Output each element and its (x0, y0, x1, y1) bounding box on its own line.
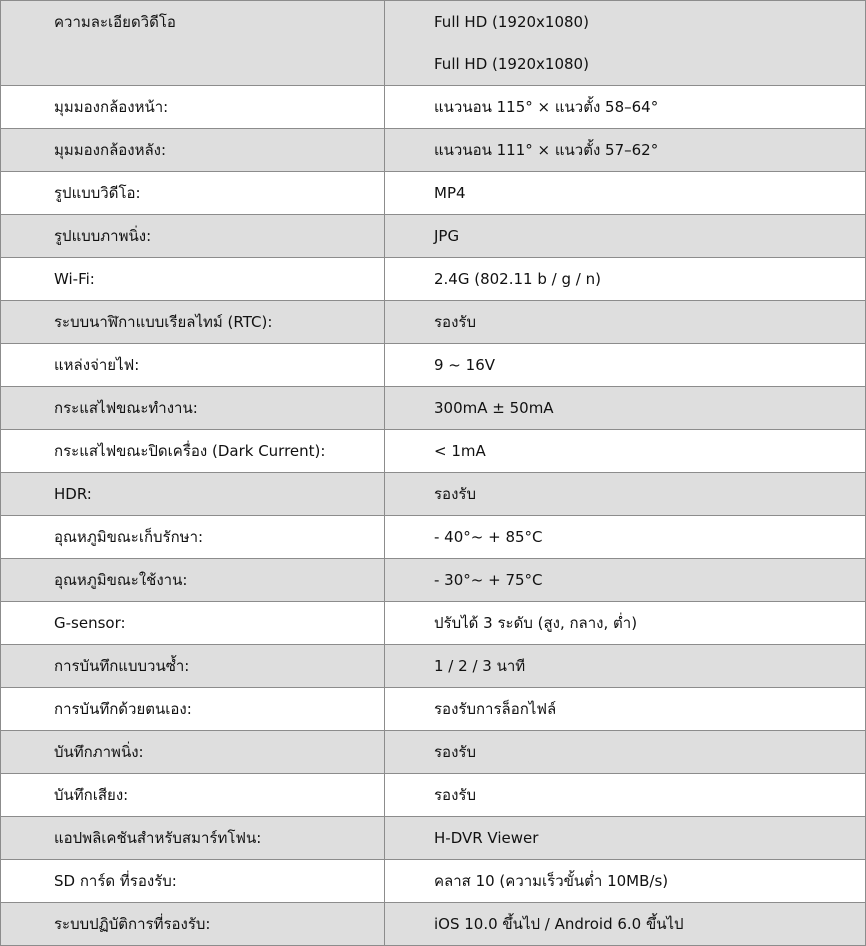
spec-value: แนวนอน 115° × แนวตั้ง 58–64° (434, 98, 659, 116)
spec-value-cell (385, 731, 866, 774)
table-row (1, 860, 866, 903)
spec-value-cell (385, 516, 866, 559)
spec-value-cell (385, 215, 866, 258)
table-row (1, 688, 866, 731)
spec-value: ปรับได้ 3 ระดับ (สูง, กลาง, ต่ำ) (434, 614, 638, 632)
spec-value-cell (385, 602, 866, 645)
spec-value: 9 ~ 16V (434, 356, 495, 374)
spec-value-cell (385, 903, 866, 946)
table-row (1, 129, 866, 172)
spec-value: iOS 10.0 ขึ้นไป / Android 6.0 ขึ้นไป (434, 915, 684, 933)
spec-value: < 1mA (434, 442, 486, 460)
spec-value-cell (385, 129, 866, 172)
spec-value-cell (385, 860, 866, 903)
table-row (1, 1, 866, 86)
spec-label: บันทึกภาพนิ่ง: (1, 731, 385, 774)
spec-label: การบันทึกด้วยตนเอง: (1, 688, 385, 731)
table-row (1, 387, 866, 430)
spec-value: JPG (434, 227, 460, 245)
table-row (1, 215, 866, 258)
spec-label: บันทึกเสียง: (1, 774, 385, 817)
table-row (1, 172, 866, 215)
spec-label: HDR: (1, 473, 385, 516)
spec-value-cell (385, 387, 866, 430)
spec-value-cell (385, 774, 866, 817)
table-row (1, 86, 866, 129)
spec-label: SD การ์ด ที่รองรับ: (1, 860, 385, 903)
spec-label: มุมมองกล้องหน้า: (1, 86, 385, 129)
spec-value-cell (385, 645, 866, 688)
spec-value: 1 / 2 / 3 นาที (434, 657, 526, 675)
spec-value-cell (385, 86, 866, 129)
spec-value: Full HD (1920x1080) (434, 13, 589, 31)
table-row (1, 516, 866, 559)
spec-label: รูปแบบวิดีโอ: (1, 172, 385, 215)
table-row (1, 430, 866, 473)
spec-value-cell (385, 817, 866, 860)
spec-value: - 40°~ + 85°C (434, 528, 543, 546)
spec-value-cell (385, 1, 866, 86)
spec-value: รองรับ (434, 743, 476, 761)
spec-value-cell (385, 172, 866, 215)
table-row (1, 473, 866, 516)
spec-value-cell (385, 430, 866, 473)
spec-label: กระแสไฟขณะปิดเครื่อง (Dark Current): (1, 430, 385, 473)
spec-value: 2.4G (802.11 b / g / n) (434, 270, 601, 288)
spec-value: แนวนอน 111° × แนวตั้ง 57–62° (434, 141, 659, 159)
spec-value: รองรับ (434, 313, 476, 331)
spec-value-cell (385, 688, 866, 731)
spec-value: Full HD (1920x1080) (434, 55, 589, 73)
table-row (1, 645, 866, 688)
spec-value: H-DVR Viewer (434, 829, 539, 847)
spec-label: รูปแบบภาพนิ่ง: (1, 215, 385, 258)
table-row (1, 817, 866, 860)
spec-label: ระบบนาฬิกาแบบเรียลไทม์ (RTC): (1, 301, 385, 344)
spec-table-body (1, 1, 866, 946)
table-row (1, 602, 866, 645)
table-row (1, 774, 866, 817)
spec-label: ความละเอียดวิดีโอ (1, 1, 385, 86)
spec-label: แหล่งจ่ายไฟ: (1, 344, 385, 387)
spec-label: การบันทึกแบบวนซ้ำ: (1, 645, 385, 688)
spec-value: รองรับการล็อกไฟล์ (434, 700, 557, 718)
spec-value-cell (385, 258, 866, 301)
spec-value: MP4 (434, 184, 466, 202)
table-row (1, 559, 866, 602)
spec-label: อุณหภูมิขณะเก็บรักษา: (1, 516, 385, 559)
spec-value: คลาส 10 (ความเร็วขั้นต่ำ 10MB/s) (434, 872, 669, 890)
table-row (1, 301, 866, 344)
spec-label: Wi-Fi: (1, 258, 385, 301)
spec-value-cell (385, 473, 866, 516)
spec-label: กระแสไฟขณะทำงาน: (1, 387, 385, 430)
table-row (1, 344, 866, 387)
spec-label: ระบบปฏิบัติการที่รองรับ: (1, 903, 385, 946)
spec-value-cell (385, 344, 866, 387)
spec-value-cell (385, 301, 866, 344)
spec-value-cell (385, 559, 866, 602)
spec-label: แอปพลิเคชันสำหรับสมาร์ทโฟน: (1, 817, 385, 860)
spec-value: 300mA ± 50mA (434, 399, 554, 417)
table-row (1, 731, 866, 774)
spec-label: อุณหภูมิขณะใช้งาน: (1, 559, 385, 602)
spec-label: G-sensor: (1, 602, 385, 645)
table-row (1, 903, 866, 946)
spec-label: มุมมองกล้องหลัง: (1, 129, 385, 172)
spec-value: - 30°~ + 75°C (434, 571, 543, 589)
spec-value: รองรับ (434, 485, 476, 503)
spec-value: รองรับ (434, 786, 476, 804)
table-row (1, 258, 866, 301)
